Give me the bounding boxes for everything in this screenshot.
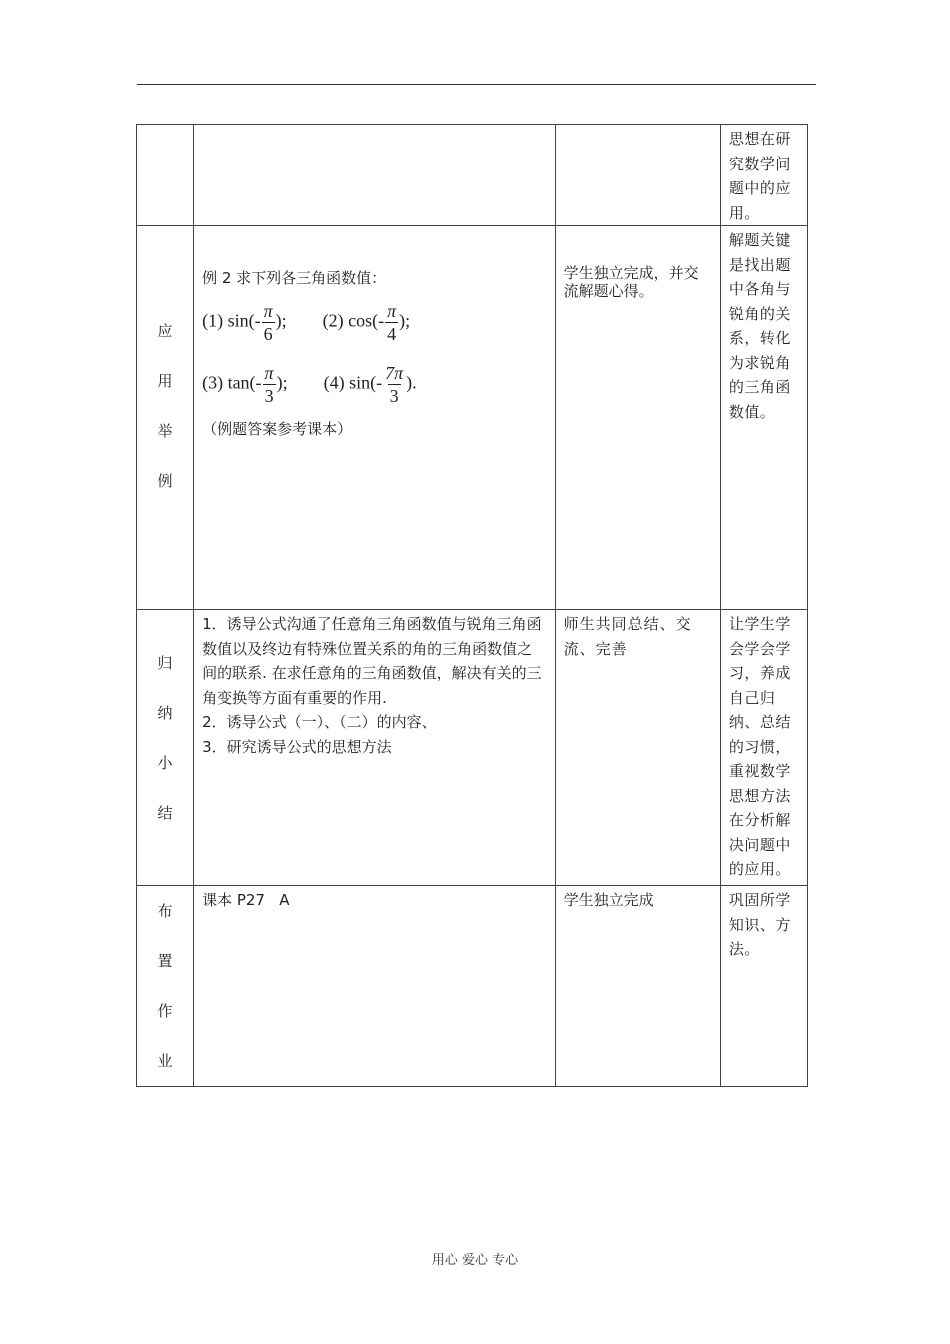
stage-char: 结 — [157, 804, 173, 822]
content-cell — [194, 226, 556, 610]
math-expression: (1) sin(- $\frac{\pi}{6}$ ); — [202, 301, 287, 344]
stage-char: 纳 — [157, 704, 173, 722]
header-rule — [137, 84, 816, 85]
table-row — [137, 226, 808, 610]
activity-cell — [555, 886, 720, 1087]
lesson-table — [136, 124, 808, 1087]
math-line — [194, 353, 555, 415]
summary-point: 3．研究诱导公式的思想方法 — [202, 737, 392, 756]
activity-cell — [555, 610, 720, 886]
content-cell — [194, 125, 556, 226]
homework-text: 课本 P27 A — [202, 891, 290, 909]
stage-char: 归 — [157, 654, 173, 672]
stage-char: 布 — [157, 902, 173, 920]
example-note: （例题答案参考课本） — [202, 419, 353, 438]
activity-text: 学生独立完成，并交流解题心得。 — [563, 264, 699, 300]
intent-text: 思想在研究数学问题中的应用。 — [728, 130, 791, 222]
content-cell — [194, 610, 556, 886]
footer: 用心 爱心 专心 — [431, 1253, 519, 1268]
stage-char: 小 — [157, 754, 173, 772]
activity-cell — [555, 125, 720, 226]
table-row — [137, 125, 808, 226]
stage-char: 置 — [157, 952, 173, 970]
stage-char: 应 — [157, 322, 173, 340]
intent-text: 解题关键是找出题中各角与锐角的关系，转化为求锐角的三角函数值。 — [728, 231, 791, 421]
stage-char: 举 — [157, 422, 173, 440]
stage-cell — [137, 226, 194, 610]
summary-point: 2．诱导公式（一）、（二）的内容、 — [202, 713, 437, 731]
stage-char: 业 — [157, 1052, 173, 1070]
intent-text: 巩固所学知识、方法。 — [728, 891, 791, 958]
math-line — [194, 291, 555, 353]
stage-char: 作 — [157, 1002, 173, 1020]
stage-cell — [137, 886, 194, 1087]
table-row — [137, 886, 808, 1087]
activity-text: 师生共同总结、交流、完善 — [563, 615, 692, 658]
math-expression: (4) sin(- $\frac{7\pi}{3}$ ). — [323, 363, 417, 406]
intent-cell — [720, 226, 807, 610]
summary-point: 1．诱导公式沟通了任意角三角函数值与锐角三角函数值以及终边有特殊位置关系的角的三角函数值之间的联系. 在求任意角的三角函数值，解决有关的三角变换等方面有重要的作用. — [202, 615, 542, 707]
activity-cell — [555, 226, 720, 610]
math-expression: (3) tan(- $\frac{\pi}{3}$ ); — [202, 363, 288, 406]
intent-cell — [720, 886, 807, 1087]
example-title: 例 2 求下列各三角函数值： — [202, 269, 387, 287]
table-row — [137, 610, 808, 886]
stage-cell — [137, 610, 194, 886]
stage-char: 例 — [157, 472, 173, 490]
intent-cell — [720, 610, 807, 886]
stage-char: 用 — [157, 372, 173, 390]
intent-text: 让学生学会学会学习，养成自己归纳、总结的习惯，重视数学思想方法在分析解决问题中的应用。 — [728, 615, 791, 878]
stage-cell — [137, 125, 194, 226]
content-cell — [194, 886, 556, 1087]
math-expression: (2) cos(- $\frac{\pi}{4}$ ); — [322, 301, 411, 344]
activity-text: 学生独立完成 — [563, 891, 654, 909]
intent-cell — [720, 125, 807, 226]
